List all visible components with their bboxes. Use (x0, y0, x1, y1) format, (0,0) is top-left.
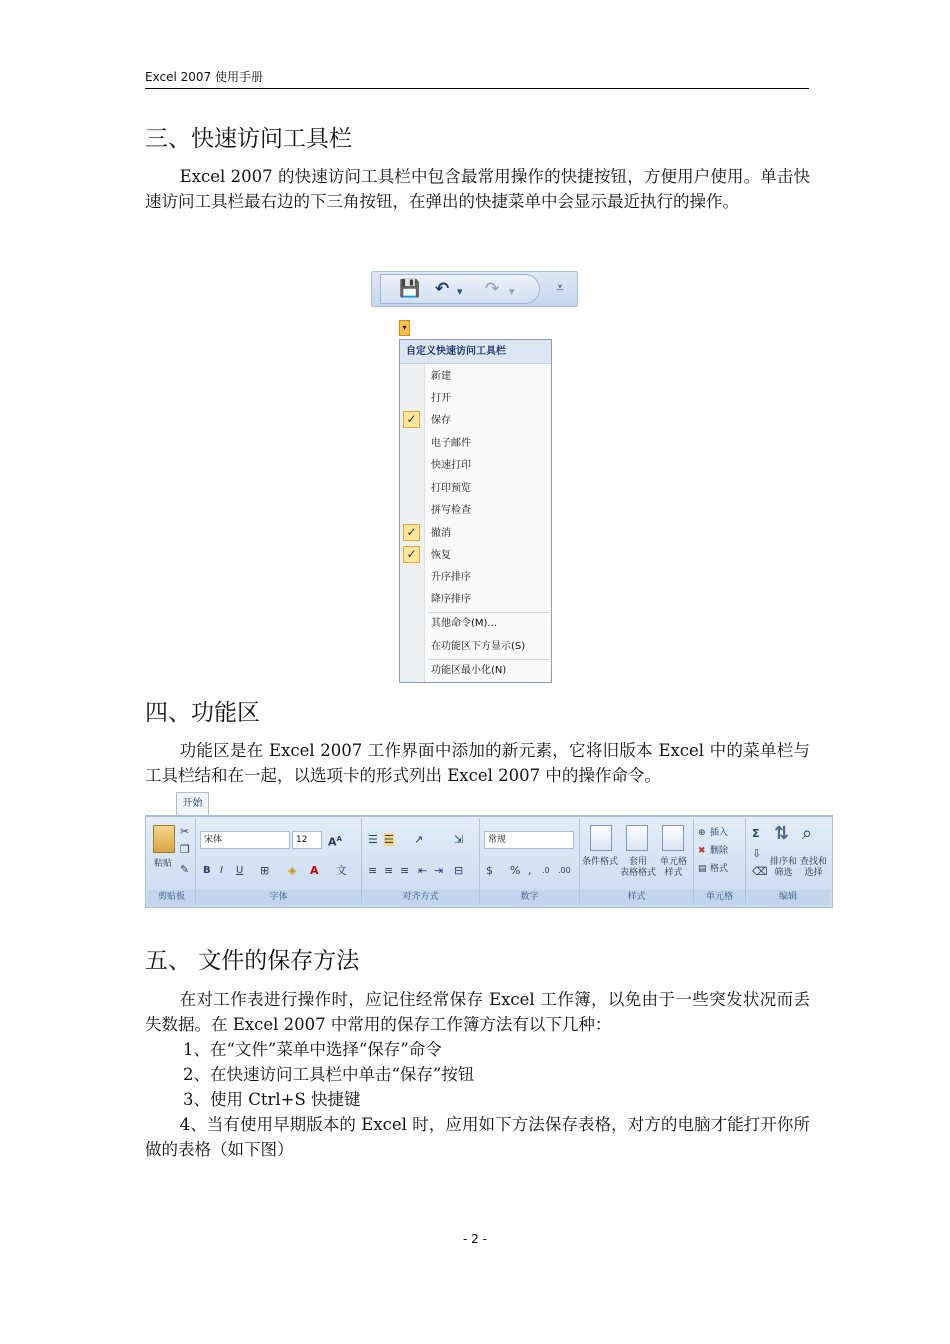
ribbon-group-number (480, 819, 580, 905)
menu-separator (428, 612, 550, 613)
customize-quick-access-menu (399, 339, 552, 683)
increase-indent-icon[interactable]: ⇥ (434, 864, 444, 877)
format-painter-icon[interactable]: ✎ (180, 863, 190, 876)
format-as-table-button[interactable]: 套用 表格格式 (620, 857, 657, 878)
menu-item-open[interactable]: 打开 (431, 393, 451, 404)
menu-item-new[interactable]: 新建 (431, 371, 451, 382)
autosum-icon[interactable]: Σ (752, 827, 760, 840)
align-top-icon[interactable]: ☰ (368, 833, 378, 846)
menu-item-sort-ascending[interactable]: 升序排序 (431, 572, 471, 583)
section-paragraph-ribbon: 功能区是在 Excel 2007 工作界面中添加的新元素，它将旧版本 Excel 中的菜单栏与工具栏结和在一起，以选项卡的形式列出 Excel 2007 中的操作命令。 (145, 741, 810, 785)
percent-icon[interactable]: % (510, 864, 521, 877)
cell-styles-icon[interactable] (662, 825, 684, 851)
delete-cells-icon[interactable]: ✖ (698, 846, 706, 856)
section-paragraph-quick-access: Excel 2007 的快速访问工具栏中包含最常用操作的快捷按钮，方便用户使用。单击快速访问工具栏最右边的下三角按钮，在弹出的快捷菜单中会显示最近执行的操作。 (145, 167, 810, 211)
sort-filter-button[interactable]: 排序和 筛选 (770, 857, 798, 878)
undo-icon[interactable]: ↶ (435, 279, 450, 299)
paste-label[interactable]: 粘贴 (154, 859, 173, 869)
insert-cells-icon[interactable]: ⊕ (698, 828, 706, 838)
paste-icon[interactable] (153, 825, 175, 853)
underline-button[interactable]: U (236, 865, 244, 876)
align-left-icon[interactable]: ≡ (368, 864, 378, 877)
cell-styles-button[interactable]: 单元格 样式 (660, 857, 688, 878)
ribbon-group-alignment (362, 819, 480, 905)
format-cells-button[interactable]: 格式 (710, 864, 729, 874)
menu-item-print-preview[interactable]: 打印预览 (431, 483, 471, 494)
list-item: 3、使用 Ctrl+S 快捷键 (183, 1090, 361, 1109)
undo-dropdown-icon[interactable]: ▾ (457, 285, 463, 298)
section-title-quick-access: 三、快速访问工具栏 (145, 126, 352, 152)
conditional-format-icon[interactable] (590, 825, 612, 851)
sort-filter-icon[interactable]: ⇅ (774, 823, 790, 844)
quick-access-toolbar (371, 271, 578, 307)
find-select-icon[interactable]: ⌕ (802, 823, 813, 844)
italic-button[interactable]: I (220, 865, 223, 876)
increase-decimal-icon[interactable]: .0 (542, 866, 550, 875)
menu-separator (428, 659, 550, 660)
find-select-button[interactable]: 查找和 选择 (800, 857, 828, 878)
menu-title: 自定义快速访问工具栏 (400, 340, 551, 364)
font-color-icon[interactable]: A (310, 864, 319, 877)
group-label-font: 字体 (196, 890, 361, 905)
fill-color-icon[interactable]: ◈ (288, 864, 297, 877)
grow-font-icon[interactable]: $A^A$ (328, 835, 342, 849)
format-cells-icon[interactable]: ▤ (698, 864, 707, 874)
menu-item-spell-check[interactable]: 拼写检查 (431, 505, 471, 516)
decrease-decimal-icon[interactable]: .00 (558, 866, 571, 875)
save-icon[interactable]: 💾 (399, 279, 421, 299)
customize-toolbar-button[interactable]: ▾ (399, 320, 410, 336)
page-header: Excel 2007 使用手册 (145, 68, 809, 89)
border-icon[interactable]: ⊞ (260, 864, 270, 877)
menu-item-show-below-ribbon[interactable]: 在功能区下方显示(S) (431, 641, 526, 652)
format-as-table-icon[interactable] (626, 825, 648, 851)
clear-icon[interactable]: ⌫ (752, 865, 768, 878)
bold-button[interactable]: B (203, 865, 211, 876)
delete-cells-button[interactable]: 删除 (710, 846, 729, 856)
check-icon: ✓ (403, 524, 420, 541)
font-size-select[interactable]: 12 (292, 831, 322, 849)
section-paragraph-save-note: 4、当有使用早期版本的 Excel 时，应用如下方法保存表格，对方的电脑才能打开你所做的表格（如下图） (145, 1115, 810, 1159)
list-item: 1、在“文件”菜单中选择“保存”命令 (183, 1040, 442, 1059)
number-format-select[interactable]: 常规 (484, 831, 574, 849)
ribbon-group-editing (746, 819, 830, 905)
align-middle-icon[interactable]: ☰ (384, 833, 394, 846)
phonetic-icon[interactable]: 文 (336, 864, 347, 877)
orientation-icon[interactable]: ↗ (414, 833, 424, 846)
cut-icon[interactable]: ✂ (180, 825, 190, 838)
menu-item-quick-print[interactable]: 快速打印 (431, 460, 471, 471)
ribbon-group-clipboard (148, 819, 196, 905)
redo-icon: ↷ (485, 279, 500, 299)
decrease-indent-icon[interactable]: ⇤ (418, 864, 428, 877)
group-label-number: 数字 (480, 890, 579, 905)
copy-icon[interactable]: ❐ (180, 843, 190, 856)
ribbon-group-styles (580, 819, 694, 905)
ribbon (145, 816, 833, 908)
font-name-select[interactable]: 宋体 (200, 831, 290, 849)
comma-icon[interactable]: , (528, 864, 532, 877)
group-label-styles: 样式 (580, 890, 693, 905)
group-label-editing: 编辑 (746, 890, 830, 905)
menu-item-redo[interactable]: 恢复 (431, 550, 451, 561)
menu-item-undo[interactable]: 撤消 (431, 528, 451, 539)
menu-item-sort-descending[interactable]: 降序排序 (431, 594, 471, 605)
insert-cells-button[interactable]: 插入 (710, 828, 729, 838)
currency-icon[interactable]: $ (486, 864, 493, 877)
section-paragraph-save: 在对工作表进行操作时，应记住经常保存 Excel 工作簿，以免由于一些突发状况而丢失数据。在 Excel 2007 中常用的保存工作簿方法有以下几种： (145, 990, 810, 1034)
redo-dropdown-icon: ▾ (509, 285, 515, 298)
tab-home[interactable]: 开始 (176, 792, 209, 816)
fill-icon[interactable]: ⇩ (752, 847, 762, 860)
section-title-save: 五、 文件的保存方法 (145, 948, 360, 974)
ribbon-group-cells (694, 819, 746, 905)
customize-dropdown-icon[interactable]: ⩡ (556, 280, 564, 296)
group-label-clipboard: 剪贴板 (148, 890, 195, 905)
conditional-format-button[interactable]: 条件格式 (582, 857, 619, 867)
merge-center-icon[interactable]: ⊟ (454, 864, 464, 877)
menu-item-more-commands[interactable]: 其他命令(M)... (431, 618, 497, 629)
ribbon-group-font (196, 819, 362, 905)
check-icon: ✓ (403, 546, 420, 563)
group-label-alignment: 对齐方式 (362, 890, 479, 905)
menu-item-email[interactable]: 电子邮件 (431, 438, 471, 449)
menu-item-save[interactable]: 保存 (431, 415, 451, 426)
section-title-ribbon: 四、功能区 (145, 700, 260, 726)
quick-access-toolbar-body (380, 274, 540, 304)
align-center-icon[interactable]: ≡ (384, 864, 394, 877)
wrap-text-icon[interactable]: ⇲ (454, 833, 464, 846)
check-icon: ✓ (403, 411, 420, 428)
align-right-icon[interactable]: ≡ (400, 864, 410, 877)
page-number: - 2 - (463, 1232, 487, 1246)
group-label-cells: 单元格 (694, 890, 745, 905)
menu-item-minimize-ribbon[interactable]: 功能区最小化(N) (431, 665, 507, 676)
list-item: 2、在快速访问工具栏中单击“保存”按钮 (183, 1065, 475, 1084)
